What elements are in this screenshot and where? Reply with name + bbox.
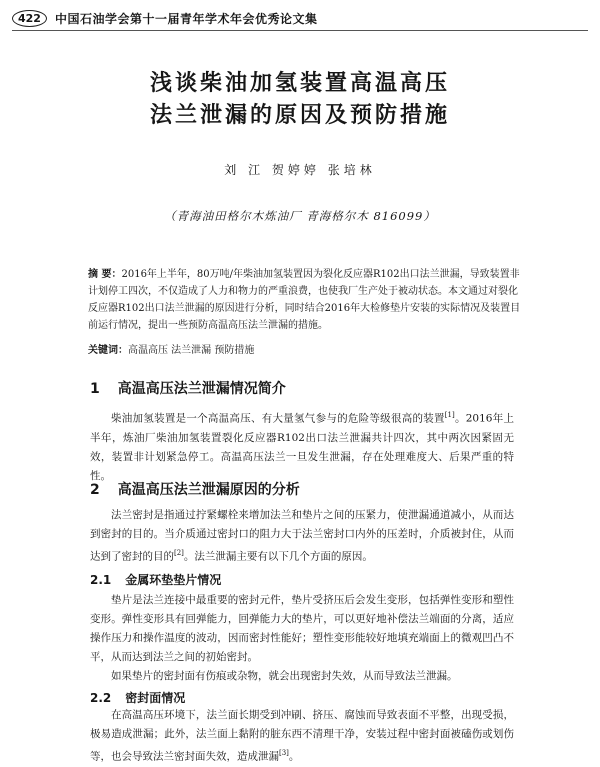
- section-1-paragraph: [90, 406, 514, 486]
- paper-title-line-2: 法兰泄漏的原因及预防措施: [149, 103, 450, 128]
- citation-3: [3]: [279, 749, 289, 757]
- abstract: [88, 266, 524, 334]
- s22-text-b: 。: [288, 750, 300, 763]
- s1-text-b: 。2016年上半年，炼油厂柴油加氢装置裂化反应器R102出口法兰泄漏共计四次，其中两次因紧固无效，装置非计划紧急停工。高温高压法兰一旦发生泄漏，存在处理难度大、后果严重的特性。: [90, 412, 514, 482]
- subsection-2-1-paragraph-2: 如果垫片的密封面有伤痕或杂物，就会出现密封失效，从而导致法兰泄漏。: [111, 670, 458, 682]
- section-2-title: 高温高压法兰泄漏原因的分析: [117, 482, 300, 498]
- authors: 刘 江 贺婷婷 张培林: [224, 163, 376, 177]
- abstract-text: 2016年上半年，80万吨/年柴油加氢装置因为裂化反应器R102出口法兰泄漏，导致装置非计划停工四次，不仅造成了人力和物力的严重浪费，也使我厂生产处于被动状态。本文通过对裂化反应器R102出口法兰泄漏的原因进行分析，同时结合2016年大检修垫片安装的实际情况及装置目前运行情况，提出一些预防高温高压法兰泄漏的措施。: [88, 269, 521, 331]
- abstract-label: 摘 要：: [88, 269, 122, 280]
- subsection-2-2-title: 密封面情况: [125, 691, 186, 705]
- citation-1: [1]: [444, 411, 455, 419]
- section-1-heading: [90, 378, 286, 398]
- affiliation: （青海油田格尔木炼油厂 青海格尔木 816099）: [164, 209, 436, 223]
- subsection-2-2-paragraph: [90, 706, 514, 767]
- keywords-text: 高温高压 法兰泄漏 预防措施: [128, 345, 255, 356]
- citation-2: [2]: [174, 549, 184, 557]
- paper-title-line-1: 浅谈柴油加氢装置高温高压: [149, 71, 450, 96]
- section-1-number: 1: [90, 381, 100, 397]
- s2-text-b: 。法兰泄漏主要有以下几个方面的原因。: [183, 550, 373, 563]
- s22-text-a: 在高温高压环境下，法兰面长期受到冲刷、挤压、腐蚀而导致表面不平整，出现受损，极易造成泄漏；此外，法兰面上黏附的脏东西不清理干净，安装过程中密封面被磕伤或划伤等，也会导致法兰密封面失效，造成泄漏: [90, 709, 514, 763]
- section-2-number: 2: [90, 482, 100, 498]
- keywords-label: 关键词：: [88, 345, 128, 356]
- section-1-title: 高温高压法兰泄漏情况简介: [117, 381, 286, 397]
- page-number: 422: [12, 10, 47, 27]
- subsection-2-1-number: 2.1: [90, 573, 112, 587]
- subsection-2-2-heading: [90, 689, 185, 706]
- keywords: [88, 342, 524, 359]
- journal-title: 中国石油学会第十一届青年学术年会优秀论文集: [54, 11, 318, 26]
- subsection-2-2-number: 2.2: [90, 691, 112, 705]
- section-2-heading: [90, 479, 300, 499]
- subsection-2-1-heading: [90, 571, 221, 588]
- s2-text-a: 法兰密封是指通过拧紧螺栓来增加法兰和垫片之间的压紧力，使泄漏通道减小，从而达到密封的目的。当介质通过密封口的阻力大于法兰密封口内外的压差时，介质被封住，从而达到了密封的目的: [90, 509, 514, 563]
- s1-text-a: 柴油加氢装置是一个高温高压、有大量氢气参与的危险等级很高的装置: [111, 412, 445, 425]
- subsection-2-1-title: 金属环垫垫片情况: [125, 573, 222, 587]
- subsection-2-1-paragraph-1: 垫片是法兰连接中最重要的密封元件，垫片受挤压后会发生变形，包括弹性变形和塑性变形。弹性变形具有回弹能力，回弹能力大的垫片，可以更好地补偿法兰端面的分离，适应操作压力和操作温度的波动，因而密封性能好；塑性变形能较好地填充端面上的微观凹凸不平，从而达到法兰之间的初始密封。: [90, 594, 514, 663]
- running-header: [12, 6, 588, 31]
- section-2-paragraph: [90, 506, 514, 567]
